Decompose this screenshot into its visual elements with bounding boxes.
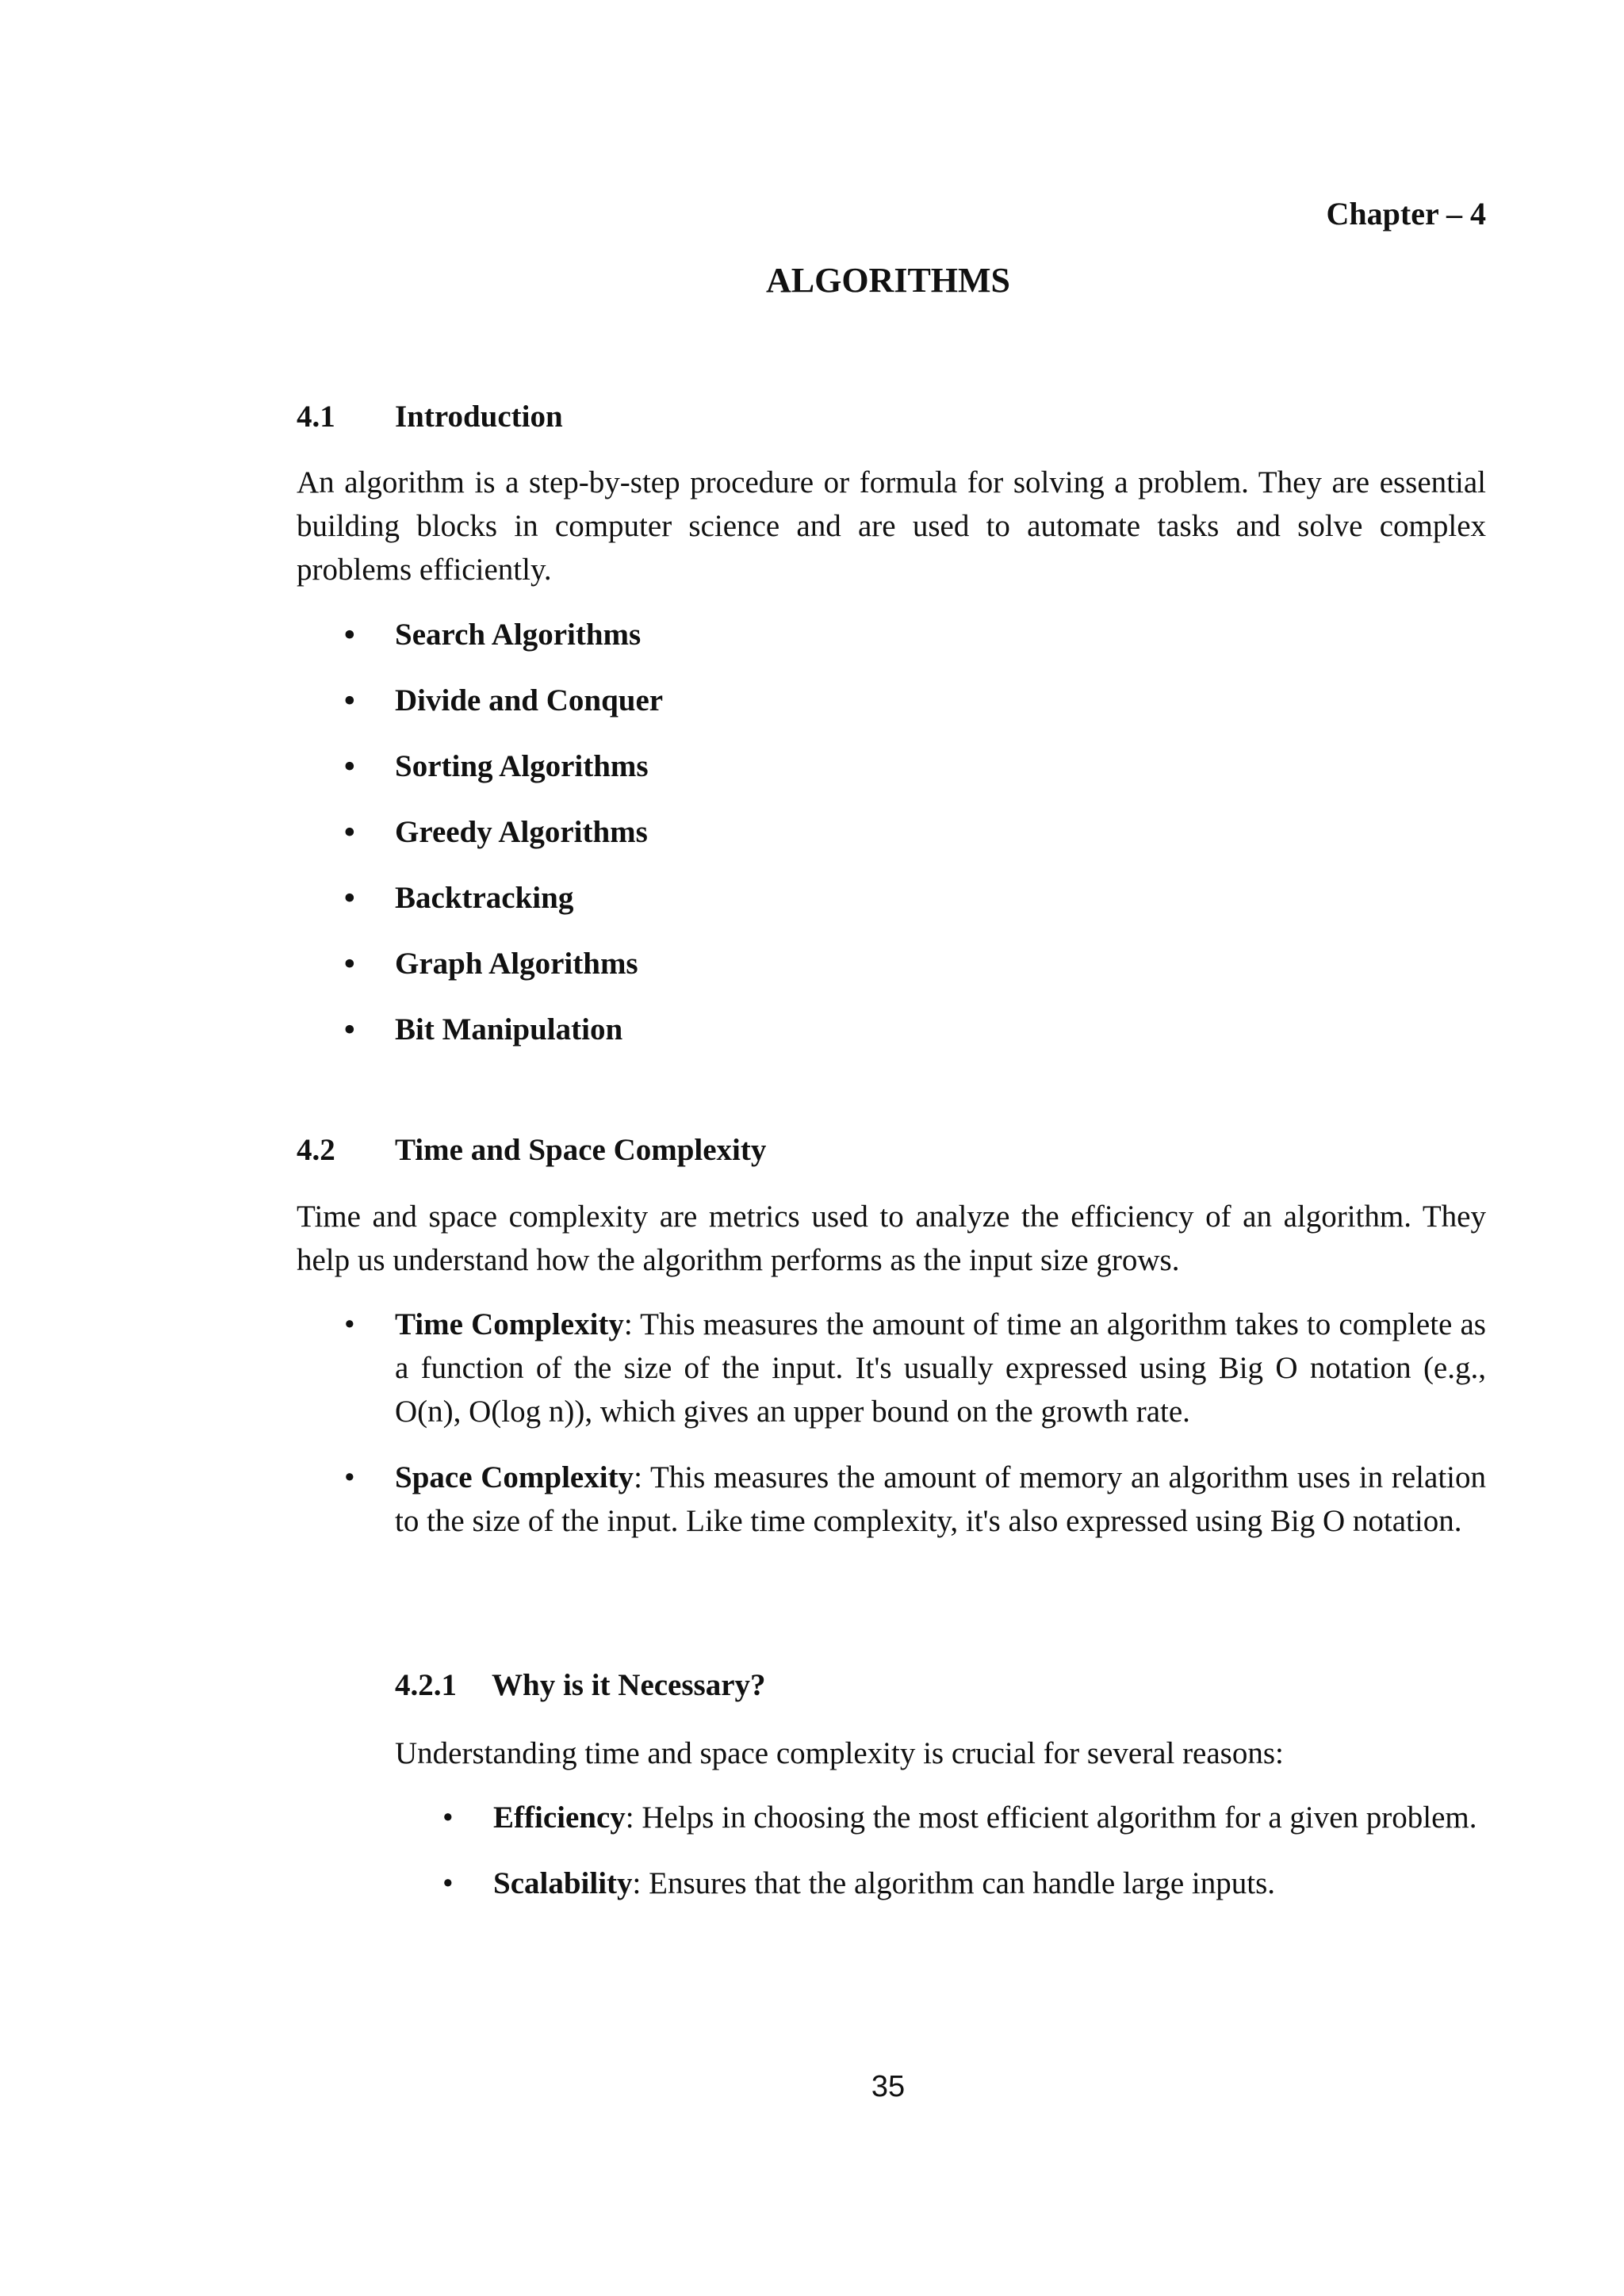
section-heading-4-2-1	[395, 1667, 766, 1703]
list-item: • Efficiency: Helps in choosing the most efficient algorithm for a given problem.	[395, 1796, 1486, 1839]
section-title: Why is it Necessary?	[492, 1668, 766, 1702]
list-item: • Sorting Algorithms	[297, 744, 1486, 810]
list-item: • Time Complexity: This measures the amount of time an algorithm takes to complete as a function of the size of the input. It's usually expressed using Big O notation (e.g., O(n), O(log n)), which gives an upper bound on the growth rate.	[297, 1303, 1486, 1433]
bullet-icon: •	[344, 947, 355, 981]
section-number: 4.1	[297, 400, 335, 434]
section-title: Introduction	[395, 400, 563, 434]
necessity-paragraph: Understanding time and space complexity is crucial for several reasons:	[395, 1736, 1284, 1770]
bullet-icon: •	[344, 749, 355, 783]
page-number: 35	[871, 2070, 906, 2103]
intro-paragraph: An algorithm is a step-by-step procedure or formula for solving a problem. They are essential building blocks in computer science and are used to automate tasks and solve complex problems efficiently.	[297, 465, 1486, 587]
complexity-list	[297, 1303, 1486, 1543]
section-title: Time and Space Complexity	[395, 1133, 767, 1167]
section-number: 4.2	[297, 1133, 335, 1167]
algorithm-types-list	[297, 613, 1486, 1073]
list-item: • Graph Algorithms	[297, 942, 1486, 1008]
bullet-icon: •	[442, 1800, 454, 1835]
list-item: • Space Complexity: This measures the amount of memory an algorithm uses in relation to the size of the input. Like time complexity, it's also expressed using Big O notation.	[297, 1456, 1486, 1543]
list-item: • Search Algorithms	[297, 613, 1486, 679]
bullet-icon: •	[344, 815, 355, 849]
section-number: 4.2.1	[395, 1668, 457, 1702]
bullet-icon: •	[344, 618, 355, 652]
list-item: • Greedy Algorithms	[297, 810, 1486, 876]
list-item: • Divide and Conquer	[297, 679, 1486, 744]
chapter-title: ALGORITHMS	[765, 261, 1011, 300]
bullet-icon: •	[344, 1307, 355, 1341]
bullet-icon: •	[344, 881, 355, 915]
bullet-icon: •	[344, 1460, 355, 1494]
term: Efficiency	[493, 1800, 626, 1835]
bullet-icon: •	[344, 683, 355, 718]
bullet-icon: •	[442, 1866, 454, 1900]
bullet-icon: •	[344, 1012, 355, 1047]
list-item: • Backtracking	[297, 876, 1486, 942]
term: Space Complexity	[395, 1460, 634, 1494]
section-heading-4-2	[297, 1132, 766, 1168]
list-item: • Scalability: Ensures that the algorithm can handle large inputs.	[395, 1862, 1486, 1905]
section-heading-4-1	[297, 399, 563, 434]
chapter-label: Chapter – 4	[1326, 196, 1486, 232]
list-item: • Bit Manipulation	[297, 1008, 1486, 1073]
term: Time Complexity	[395, 1307, 624, 1341]
necessity-list	[395, 1796, 1486, 1905]
term: Scalability	[493, 1866, 633, 1900]
complexity-paragraph: Time and space complexity are metrics used to analyze the efficiency of an algorithm. They help us understand how the algorithm performs as the input size grows.	[297, 1200, 1486, 1277]
